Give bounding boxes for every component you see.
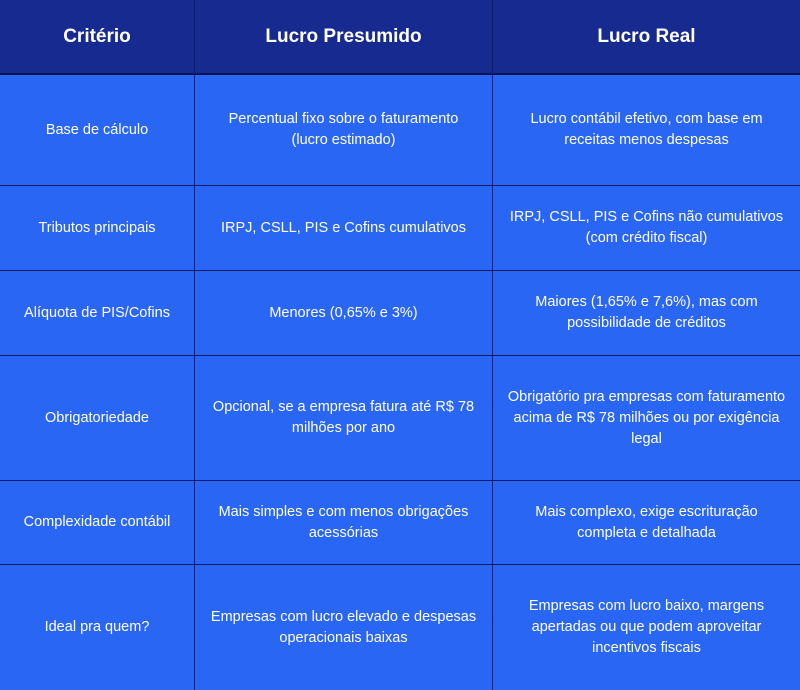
row-real-value: Obrigatório pra empresas com faturamento acima de R$ 78 milhões ou por exigência legal xyxy=(493,356,800,481)
row-real-value: Lucro contábil efetivo, com base em receitas menos despesas xyxy=(493,75,800,186)
row-criterio: Ideal pra quem? xyxy=(0,565,195,690)
header-criterio: Critério xyxy=(0,0,195,75)
row-criterio: Complexidade contábil xyxy=(0,481,195,565)
row-real-value: Mais complexo, exige escrituração completa e detalhada xyxy=(493,481,800,565)
row-presumido-value: IRPJ, CSLL, PIS e Cofins cumulativos xyxy=(195,186,493,271)
header-lucro-real: Lucro Real xyxy=(493,0,800,75)
row-presumido-value: Opcional, se a empresa fatura até R$ 78 milhões por ano xyxy=(195,356,493,481)
row-presumido-value: Menores (0,65% e 3%) xyxy=(195,271,493,356)
row-criterio: Obrigatoriedade xyxy=(0,356,195,481)
row-criterio: Alíquota de PIS/Cofins xyxy=(0,271,195,356)
row-presumido-value: Empresas com lucro elevado e despesas operacionais baixas xyxy=(195,565,493,690)
row-real-value: IRPJ, CSLL, PIS e Cofins não cumulativos (com crédito fiscal) xyxy=(493,186,800,271)
row-real-value: Maiores (1,65% e 7,6%), mas com possibilidade de créditos xyxy=(493,271,800,356)
row-criterio: Tributos principais xyxy=(0,186,195,271)
header-lucro-presumido: Lucro Presumido xyxy=(195,0,493,75)
row-criterio: Base de cálculo xyxy=(0,75,195,186)
row-real-value: Empresas com lucro baixo, margens apertadas ou que podem aproveitar incentivos fiscais xyxy=(493,565,800,690)
row-presumido-value: Mais simples e com menos obrigações acessórias xyxy=(195,481,493,565)
row-presumido-value: Percentual fixo sobre o faturamento (lucro estimado) xyxy=(195,75,493,186)
